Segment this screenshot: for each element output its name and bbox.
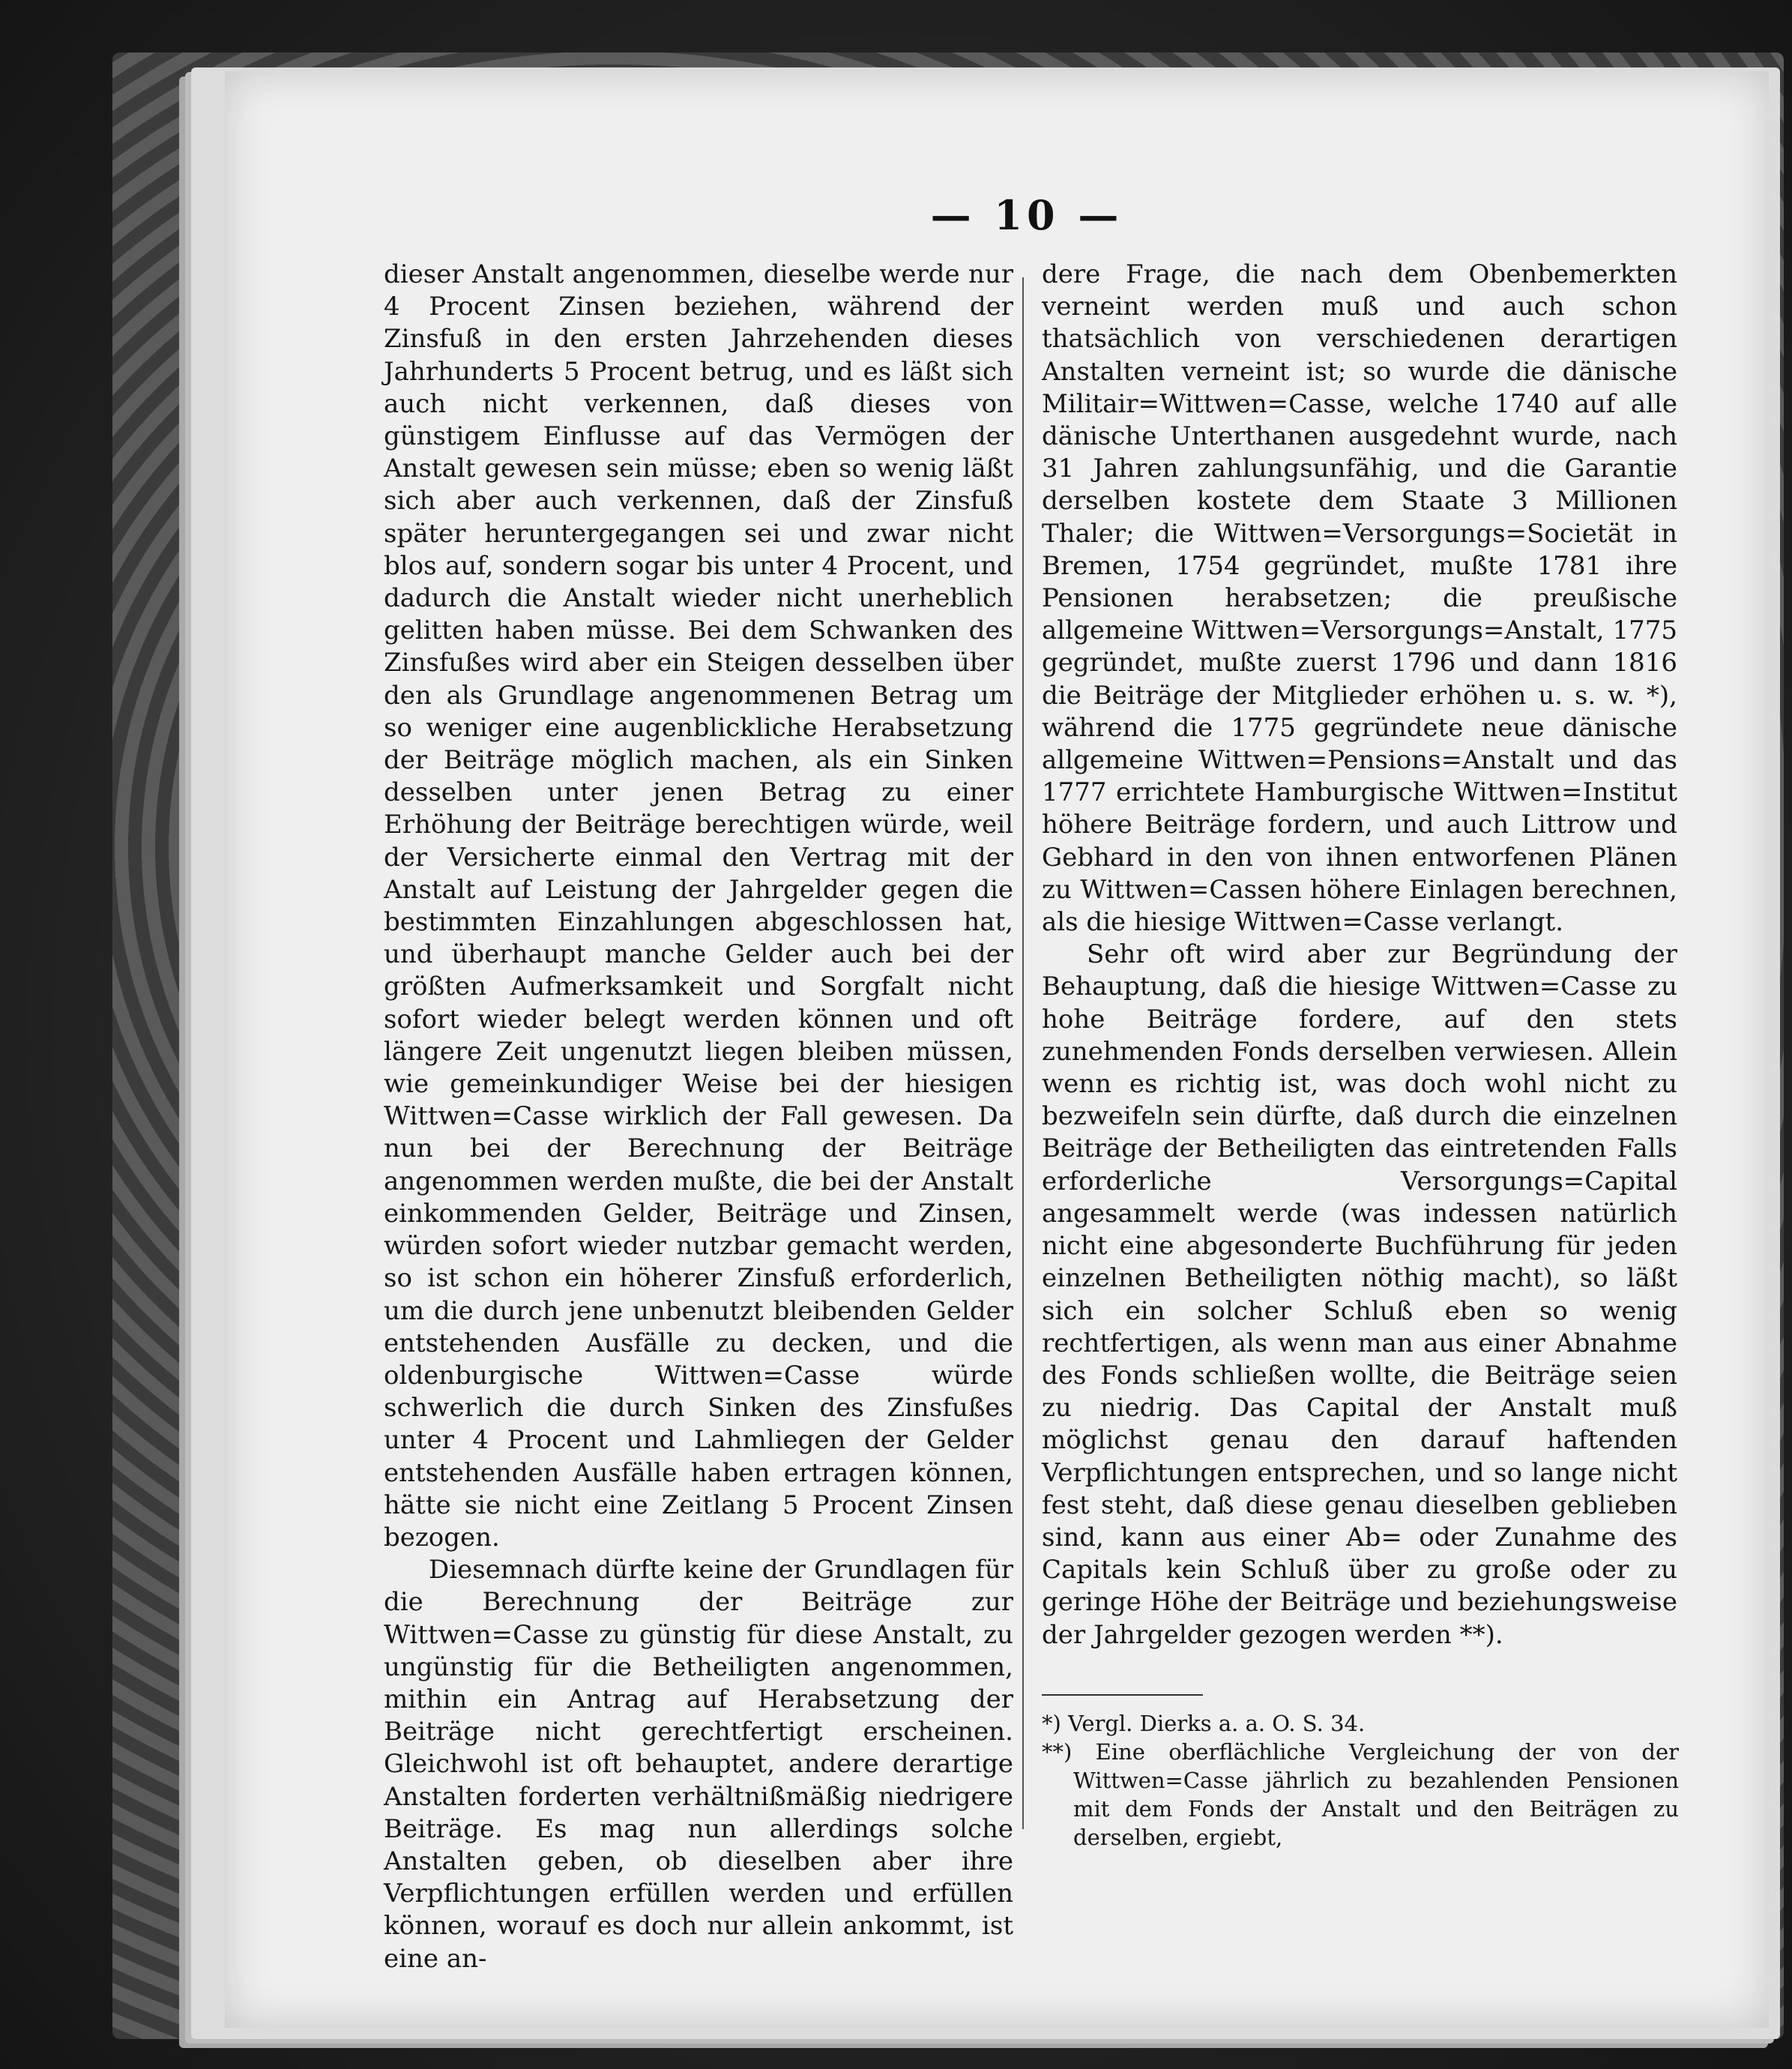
- footnote-2: **) Eine oberflächliche Vergleichung der von der Wittwen=Casse jährlich zu bezahlenden Pensionen mit dem Fonds der Anstalt und den Beiträgen zu derselben, ergiebt,: [1042, 1739, 1679, 1850]
- left-paragraph-1: dieser Anstalt angenommen, dieselbe werde nur 4 Procent Zinsen beziehen, während der Zinsfuß in den ersten Jahrzehenden dieses Jahrhunderts 5 Procent betrug, und es läßt sich auch nicht verkennen, daß dieses von günstigem Einflusse auf das Vermögen der Anstalt gewesen sein müsse; eben so wenig läßt sich aber auch verkennen, daß der Zinsfuß später heruntergegangen sei und zwar nicht blos auf, sondern sogar bis unter 4 Procent, und dadurch die Anstalt wieder nicht unerheblich gelitten haben müsse. Bei dem Schwanken des Zinsfußes wird aber ein Steigen desselben über den als Grundlage angenommenen Betrag um so weniger eine augenblickliche Herabsetzung der Beiträge möglich machen, als ein Sinken desselben unter jenen Betrag zu einer Erhöhung der Beiträge berechtigen würde, weil der Versicherte einmal den Vertrag mit der Anstalt auf Leistung der Jahrgelder gegen die bestimmten Einzahlungen abgeschlossen hat, und überhaupt manche Gelder auch bei der größten Aufmerksamkeit und Sorgfalt nicht sofort wieder belegt werden können und oft längere Zeit ungenutzt liegen bleiben müssen, wie gemeinkundiger Weise bei der hiesigen Wittwen=Casse wirklich der Fall gewesen. Da nun bei der Berechnung der Beiträge angenommen werden mußte, die bei der Anstalt einkommenden Gelder, Beiträge und Zinsen, würden sofort wieder nutzbar gemacht werden, so ist schon ein höherer Zinsfuß erforderlich, um die durch jene unbenutzt bleibenden Gelder entstehenden Ausfälle zu decken, und die oldenburgische Wittwen=Casse würde schwerlich die durch Sinken des Zinsfußes unter 4 Procent und Lahmliegen der Gelder entstehenden Ausfälle haben ertragen können, hätte sie nicht eine Zeitlang 5 Procent Zinsen bezogen.: [384, 259, 1013, 1552]
- left-text-column: [384, 259, 1013, 1975]
- right-paragraph-1: dere Frage, die nach dem Obenbemerkten verneint werden muß und auch schon thatsächlich von verschiedenen derartigen Anstalten verneint ist; so wurde die dänische Militair=Wittwen=Casse, welche 1740 auf alle dänische Unterthanen ausgedehnt wurde, nach 31 Jahren zahlungsunfähig, und die Garantie derselben kostete dem Staate 3 Millionen Thaler; die Wittwen=Versorgungs=Societät in Bremen, 1754 gegründet, mußte 1781 ihre Pensionen herabsetzen; die preußische allgemeine Wittwen=Versorgungs=Anstalt, 1775 gegründet, mußte zuerst 1796 und dann 1816 die Beiträge der Mitglieder erhöhen u. s. w. *), während die 1775 gegründete neue dänische allgemeine Wittwen=Pensions=Anstalt und das 1777 errichtete Hamburgische Wittwen=Institut höhere Beiträge fordern, und auch Littrow und Gebhard in den von ihnen entworfenen Plänen zu Wittwen=Cassen höhere Einlagen berechnen, als die hiesige Wittwen=Casse verlangt.: [1042, 259, 1677, 938]
- page-number: — 10 —: [930, 191, 1123, 239]
- right-text-column: [1042, 259, 1677, 1651]
- footnote-rule: [1042, 1694, 1203, 1696]
- left-paragraph-2: Diesemnach dürfte keine der Grundlagen für die Berechnung der Beiträge zur Wittwen=Casse zu günstig für diese Anstalt, zu ungünstig für die Betheiligten angenommen, mithin ein Antrag auf Herabsetzung der Beiträge nicht gerechtfertigt erscheinen. Gleichwohl ist oft behauptet, andere derartige Anstalten forderten verhältnißmäßig niedrigere Beiträge. Es mag nun allerdings solche Anstalten geben, ob dieselben aber ihre Verpflichtungen erfüllen werden und erfüllen können, worauf es doch nur allein ankommt, ist eine an-: [384, 1555, 1013, 1974]
- right-paragraph-2: Sehr oft wird aber zur Begründung der Behauptung, daß die hiesige Wittwen=Casse zu hohe Beiträge fordere, auf den stets zunehmenden Fonds derselben verwiesen. Allein wenn es richtig ist, was doch wohl nicht zu bezweifeln sein dürfte, daß durch die einzelnen Beiträge der Betheiligten das eintretenden Falls erforderliche Versorgungs=Capital angesammelt werde (was indessen natürlich nicht eine abgesonderte Buchführung für jeden einzelnen Betheiligten nöthig macht), so läßt sich ein solcher Schluß eben so wenig rechtfertigen, als wenn man aus einer Abnahme des Fonds schließen wollte, die Beiträge seien zu niedrig. Das Capital der Anstalt muß möglichst genau den darauf haftenden Verpflichtungen entsprechen, und so lange nicht fest steht, daß diese genau dieselben geblieben sind, kann aus einer Ab= oder Zunahme des Capitals kein Schluß über zu große oder zu geringe Höhe der Beiträge und beziehungsweise der Jahrgelder gezogen werden **).: [1042, 939, 1677, 1650]
- footnote-1: *) Vergl. Dierks a. a. O. S. 34.: [1042, 1711, 1366, 1736]
- column-divider: [1022, 277, 1024, 1829]
- footnotes: [1042, 1709, 1679, 1852]
